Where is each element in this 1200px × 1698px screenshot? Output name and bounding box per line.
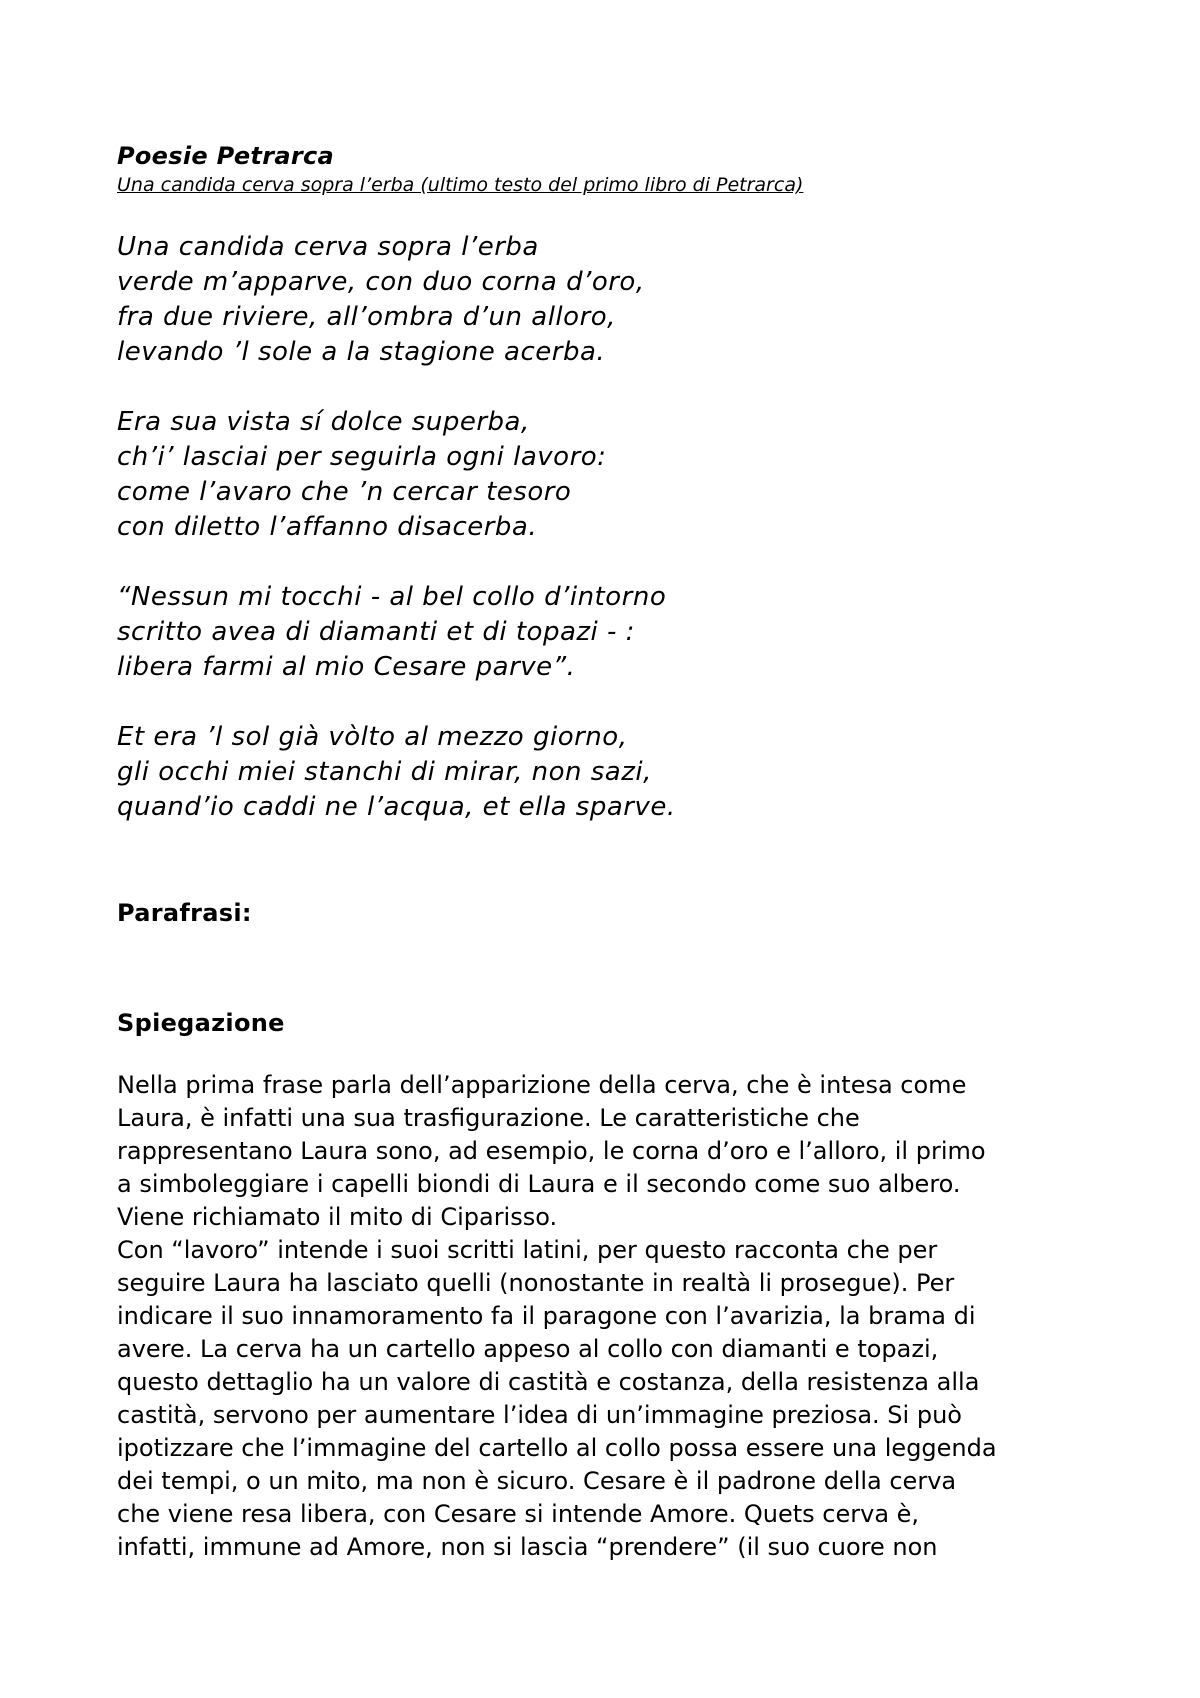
explanation-line: infatti, immune ad Amore, non si lascia “prendere” (il suo cuore non	[117, 1533, 938, 1561]
explanation-paragraph	[117, 1069, 1097, 1564]
poem-verse: Una candida cerva sopra l’erba	[117, 232, 539, 262]
poem-verse: quand’io caddi ne l’acqua, et ella sparve.	[117, 792, 676, 822]
poem-verse: levando ’l sole a la stagione acerba.	[117, 337, 606, 367]
explanation-line: questo dettaglio ha un valore di castità e costanza, della resistenza alla	[117, 1368, 980, 1396]
explanation-line: avere. La cerva ha un cartello appeso al collo con diamanti e topazi,	[117, 1335, 939, 1363]
document-subtitle: Una candida cerva sopra l’erba (ultimo testo del primo libro di Petrarca)	[117, 174, 804, 196]
poem-stanza-2	[117, 405, 1097, 545]
explanation-line: seguire Laura ha lasciato quelli (nonostante in realtà li prosegue). Per	[117, 1269, 955, 1297]
parafrasi-heading: Parafrasi:	[117, 899, 252, 927]
poem-stanza-4	[117, 720, 1097, 825]
document-title: Poesie Petrarca	[117, 142, 334, 170]
explanation-line: che viene resa libera, con Cesare si intende Amore. Quets cerva è,	[117, 1500, 920, 1528]
poem-stanza-1	[117, 230, 1097, 370]
poem-verse: ch’i’ lasciai per seguirla ogni lavoro:	[117, 442, 607, 472]
poem-verse: scritto avea di diamanti et di topazi - :	[117, 617, 635, 647]
poem-verse: come l’avaro che ’n cercar tesoro	[117, 477, 572, 507]
poem-verse: libera farmi al mio Cesare parve”.	[117, 652, 576, 682]
poem	[117, 230, 1097, 825]
explanation-line: dei tempi, o un mito, ma non è sicuro. Cesare è il padrone della cerva	[117, 1467, 957, 1495]
poem-verse: fra due riviere, all’ombra d’un alloro,	[117, 302, 616, 332]
explanation-line: Viene richiamato il mito di Ciparisso.	[117, 1203, 558, 1231]
poem-stanza-3	[117, 580, 1097, 685]
poem-verse: Era sua vista sí dolce superba,	[117, 407, 530, 437]
explanation-line: castità, servono per aumentare l’idea di un’immagine preziosa. Si può	[117, 1401, 962, 1429]
explanation-line: Con “lavoro” intende i suoi scritti latini, per questo racconta che per	[117, 1236, 938, 1264]
explanation-line: a simboleggiare i capelli biondi di Laura e il secondo come suo albero.	[117, 1170, 961, 1198]
poem-verse: “Nessun mi tocchi - al bel collo d’intorno	[117, 582, 667, 612]
spiegazione-heading: Spiegazione	[117, 1009, 285, 1037]
poem-verse: verde m’apparve, con duo corna d’oro,	[117, 267, 645, 297]
poem-verse: Et era ’l sol già vòlto al mezzo giorno,	[117, 722, 628, 752]
explanation-line: Laura, è infatti una sua trasfigurazione. Le caratteristiche che	[117, 1104, 860, 1132]
explanation-line: indicare il suo innamoramento fa il paragone con l’avarizia, la brama di	[117, 1302, 976, 1330]
document-page	[117, 140, 1097, 1564]
poem-verse: gli occhi miei stanchi di mirar, non sazi,	[117, 757, 652, 787]
explanation-line: Nella prima frase parla dell’apparizione della cerva, che è intesa come	[117, 1071, 967, 1099]
explanation-line: rappresentano Laura sono, ad esempio, le corna d’oro e l’alloro, il primo	[117, 1137, 986, 1165]
explanation-line: ipotizzare che l’immagine del cartello al collo possa essere una leggenda	[117, 1434, 997, 1462]
poem-verse: con diletto l’affanno disacerba.	[117, 512, 538, 542]
